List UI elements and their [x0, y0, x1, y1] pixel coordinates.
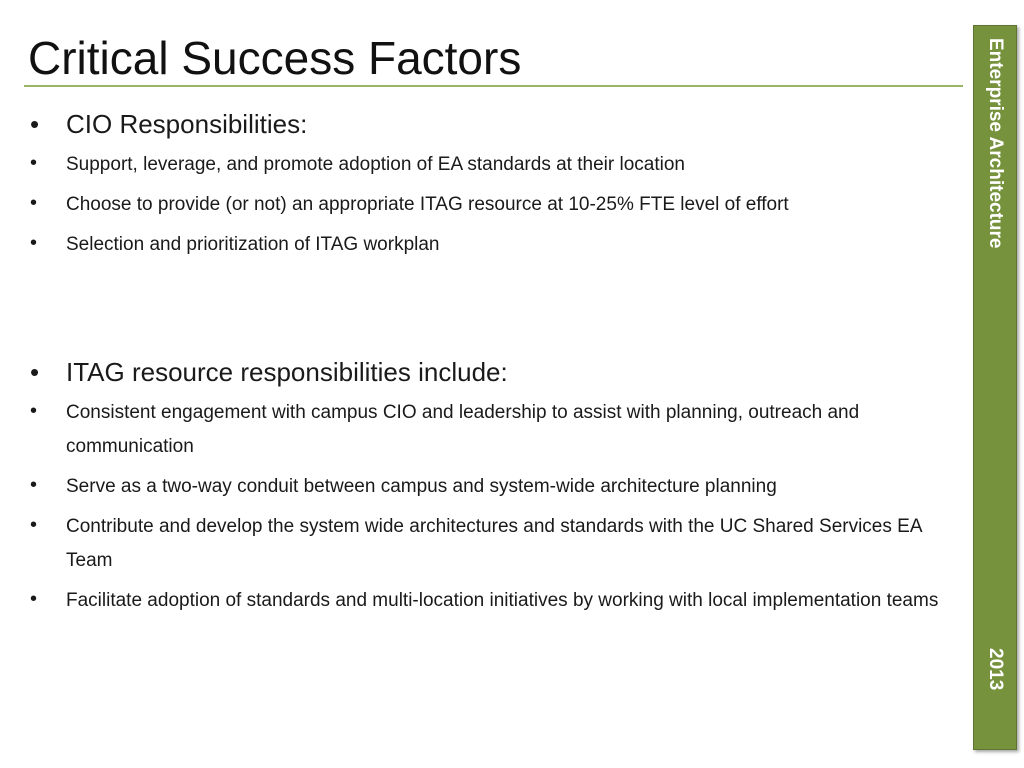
- bullet-icon: •: [30, 474, 38, 496]
- section-heading-text: CIO Responsibilities:: [66, 109, 308, 139]
- list-item-text: Support, leverage, and promote adoption of EA standards at their location: [66, 154, 685, 175]
- sidebar-title: Enterprise Architecture: [985, 38, 1006, 249]
- list-item: [28, 470, 958, 504]
- list-item-text: Choose to provide (or not) an appropriate ITAG resource at 10-25% FTE level of effort: [66, 194, 789, 215]
- list-item-text: Facilitate adoption of standards and multi-location initiatives by working with local implementation teams: [66, 590, 939, 611]
- list-item: [28, 510, 958, 578]
- section-heading-cio: [28, 104, 958, 144]
- list-item: [28, 584, 958, 618]
- sidebar-banner: [973, 25, 1017, 750]
- sidebar-year: 2013: [985, 648, 1006, 691]
- list-item-text: Contribute and develop the system wide architectures and standards with the UC Shared Services EA Team: [66, 516, 922, 571]
- slide-content: [28, 100, 958, 624]
- title-divider: [24, 85, 963, 87]
- bullet-icon: •: [30, 192, 38, 214]
- bullet-icon: •: [30, 109, 40, 139]
- section-heading-itag: [28, 352, 958, 392]
- list-item-text: Selection and prioritization of ITAG workplan: [66, 234, 440, 255]
- section-spacer: [28, 268, 958, 348]
- slide-title: Critical Success Factors: [28, 32, 522, 84]
- list-item: [28, 396, 958, 464]
- list-item-text: Consistent engagement with campus CIO and leadership to assist with planning, outreach and communication: [66, 402, 860, 457]
- bullet-icon: •: [30, 357, 40, 387]
- list-item: [28, 228, 958, 262]
- bullet-icon: •: [30, 588, 38, 610]
- bullet-icon: •: [30, 232, 38, 254]
- bullet-icon: •: [30, 400, 38, 422]
- bullet-icon: •: [30, 514, 38, 536]
- list-item: [28, 188, 958, 222]
- list-item-text: Serve as a two-way conduit between campus and system-wide architecture planning: [66, 476, 777, 497]
- section-heading-text: ITAG resource responsibilities include:: [66, 357, 508, 387]
- list-item: [28, 148, 958, 182]
- bullet-icon: •: [30, 152, 38, 174]
